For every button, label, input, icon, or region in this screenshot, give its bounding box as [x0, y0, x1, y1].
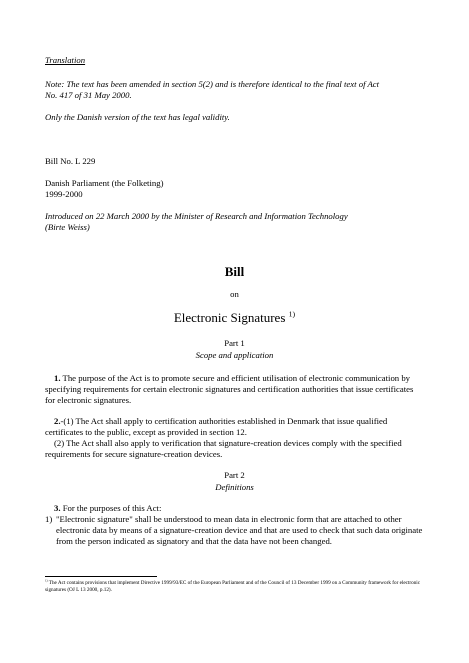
validity-note: Only the Danish version of the text has legal validity.: [45, 112, 230, 122]
parliament-name: Danish Parliament (the Folketing): [45, 178, 164, 188]
act-title: [0, 310, 469, 326]
translation-label: Translation: [45, 55, 86, 65]
footnote-marker: 1): [45, 578, 48, 583]
section-2-text: -(1) The Act shall apply to certification authorities established in Denmark that issue qualified certificates to the public, except as provided in section 12.: [45, 416, 388, 437]
section-2: [45, 416, 425, 438]
introduced-line-1: Introduced on 22 March 2000 by the Minister of Research and Information Technology: [45, 211, 348, 221]
amendment-note-line-1: Note: The text has been amended in section 5(2) and is therefore identical to the final text of Act: [45, 79, 380, 89]
section-3-number: 3.: [54, 503, 61, 513]
definition-item-1-number: 1): [45, 514, 53, 524]
parliament-session: 1999-2000: [45, 189, 83, 199]
part-2-heading: Part 2: [224, 470, 245, 480]
section-2-number: 2.: [54, 416, 61, 426]
footnote-divider: [45, 576, 157, 577]
section-1-number: 1.: [54, 373, 61, 383]
definition-item-1-text: "Electronic signature" shall be understood to mean data in electronic form that are attached to other electronic data by means of a signature-creation device and that are used to check that such data originate from the person indicated as signatory and that the data have not been changed.: [56, 514, 423, 546]
section-3-text: For the purposes of this Act:: [62, 503, 162, 513]
bill-title: Bill: [224, 264, 245, 279]
amendment-note-line-2: No. 417 of 31 May 2000.: [45, 90, 132, 100]
part-1-heading: Part 1: [224, 338, 245, 348]
introduced-line-2: (Birte Weiss): [45, 222, 90, 232]
footnote-reference: 1): [288, 309, 296, 319]
act-title-text: Electronic Signatures: [173, 310, 286, 325]
bill-number: Bill No. L 229: [45, 156, 96, 166]
section-2-subsection-2: (2) The Act shall also apply to verification that signature-creation devices comply with the specified requirements for secure signature-creation devices.: [45, 438, 402, 459]
section-1-text: The purpose of the Act is to promote secure and efficient utilisation of electronic communication by specifying requirements for certain electronic signatures and certification authorities that issue certificates for electronic signatures.: [45, 373, 414, 405]
part-2-subheading: Definitions: [215, 482, 254, 492]
bill-on: on: [230, 289, 239, 299]
part-1-subheading: Scope and application: [195, 350, 274, 360]
section-3: [45, 503, 425, 514]
footnote: [45, 580, 430, 594]
footnote-text: The Act contains provisions that implement Directive 1999/93/EC of the European Parliament and of the Council of 13 December 1999 on a Community framework for electronic signatures (OJ L 13 2000, p.12).: [45, 580, 421, 593]
section-1: [45, 373, 425, 406]
